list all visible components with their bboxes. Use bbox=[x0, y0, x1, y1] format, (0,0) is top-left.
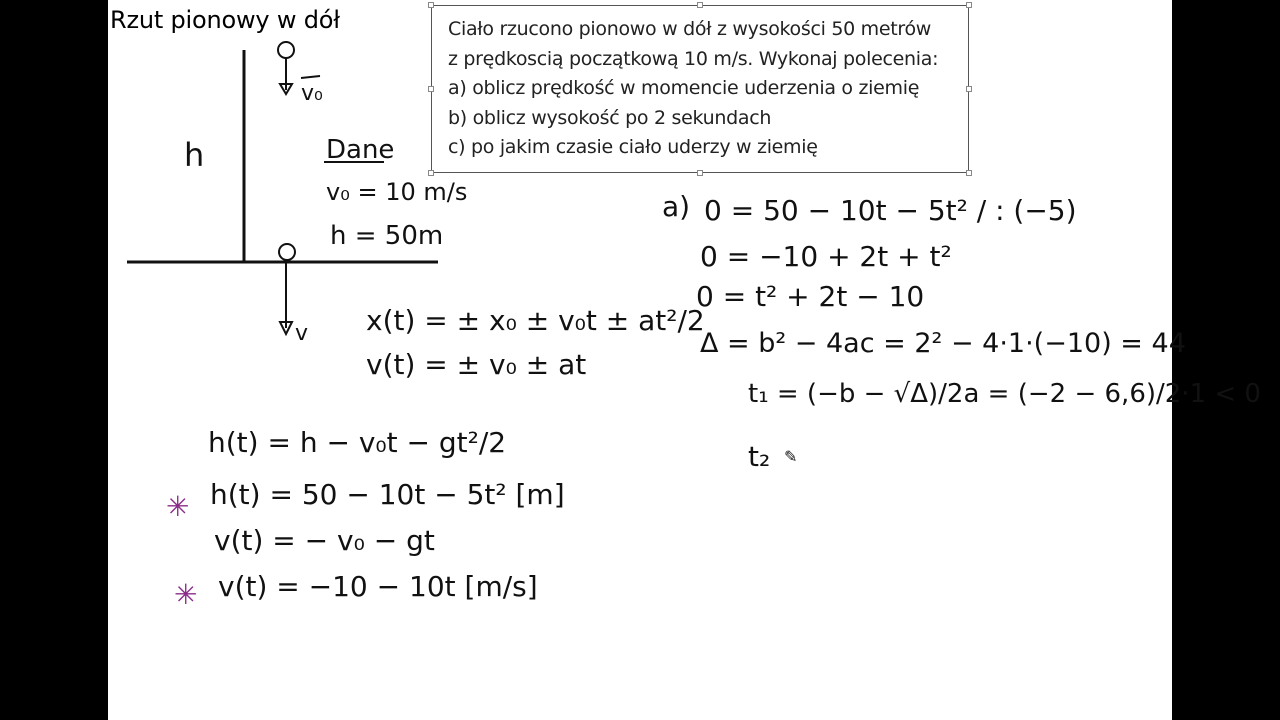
solution-a-line2: 0 = −10 + 2t + t² bbox=[700, 240, 952, 273]
task-line: a) oblicz prędkość w momencie uderzenia o ziemię bbox=[448, 77, 920, 99]
task-line: c) po jakim czasie ciało uderzy w ziemię bbox=[448, 136, 818, 158]
ball-top bbox=[278, 42, 294, 58]
solution-a-line3: 0 = t² + 2t − 10 bbox=[696, 280, 925, 313]
ball-bottom bbox=[279, 244, 295, 260]
given-heading: Dane bbox=[326, 135, 395, 165]
slide-title: Rzut pionowy w dół bbox=[110, 6, 340, 34]
slide-canvas bbox=[108, 0, 1261, 720]
solution-a-line4: Δ = b² − 4ac = 2² − 4·1·(−10) = 44 bbox=[700, 328, 1186, 359]
pen-cursor-icon: ✎ bbox=[784, 447, 798, 466]
star-mark: ✳ bbox=[166, 490, 190, 523]
vector-bar bbox=[301, 76, 320, 78]
eq-position: x(t) = ± x₀ ± v₀t ± at²/2 bbox=[366, 304, 705, 337]
solution-a-label: a) bbox=[662, 190, 691, 223]
given-v0: v₀ = 10 m/s bbox=[326, 178, 468, 206]
h-general: h(t) = h − v₀t − gt²/2 bbox=[208, 426, 507, 459]
task-line: b) oblicz wysokość po 2 sekundach bbox=[448, 106, 772, 129]
h-numeric: h(t) = 50 − 10t − 5t² [m] bbox=[210, 478, 565, 511]
solution-a-line6: t₂ bbox=[748, 440, 771, 473]
star-mark: ✳ bbox=[174, 578, 198, 611]
v-label: v bbox=[295, 321, 309, 346]
eq-velocity: v(t) = ± v₀ ± at bbox=[366, 348, 587, 381]
v-numeric: v(t) = −10 − 10t [m/s] bbox=[218, 570, 538, 603]
given-h: h = 50m bbox=[330, 221, 444, 251]
solution-a-line5: t₁ = (−b − √Δ)/2a = (−2 − 6,6)/2·1 < 0 bbox=[748, 379, 1261, 409]
task-line: Ciało rzucono pionowo w dół z wysokości 50 metrów bbox=[448, 18, 932, 40]
v0-label: v₀ bbox=[301, 81, 323, 106]
v-general: v(t) = − v₀ − gt bbox=[214, 524, 435, 557]
height-label: h bbox=[184, 136, 205, 174]
solution-a-line1: 0 = 50 − 10t − 5t² / : (−5) bbox=[704, 194, 1077, 227]
task-line: z prędkoscią początkową 10 m/s. Wykonaj polecenia: bbox=[448, 47, 939, 70]
ink-layer bbox=[108, 0, 1261, 720]
